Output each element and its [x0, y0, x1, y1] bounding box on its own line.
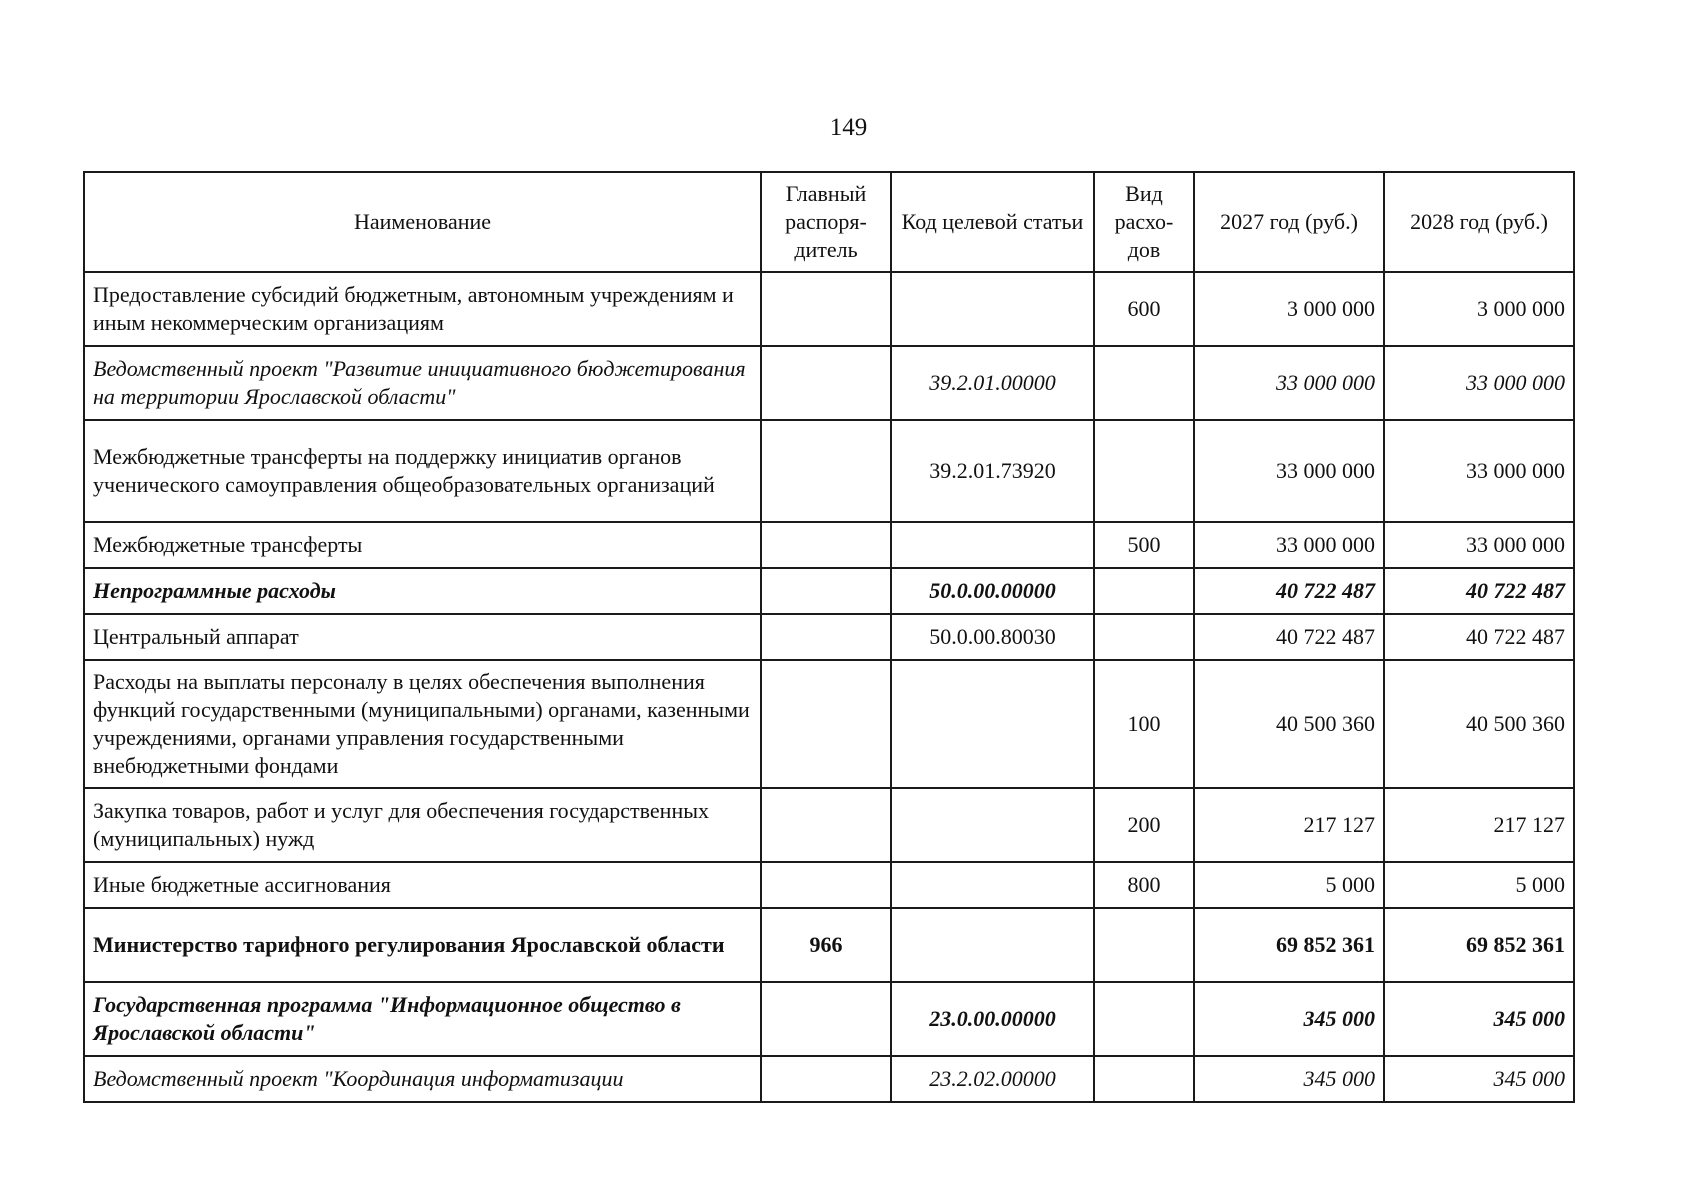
- row-expense-type: [1094, 908, 1194, 982]
- row-expense-type: 500: [1094, 522, 1194, 568]
- row-amount-2027: 33 000 000: [1194, 420, 1384, 522]
- row-amount-2028: 217 127: [1384, 788, 1574, 862]
- row-name: Предоставление субсидий бюджетным, автономным учреждениям и иным некоммерческим организациям: [84, 272, 761, 346]
- table-row: [84, 614, 1574, 660]
- row-target-code: [891, 522, 1094, 568]
- row-target-code: 50.0.00.00000: [891, 568, 1094, 614]
- row-target-code: 39.2.01.73920: [891, 420, 1094, 522]
- row-amount-2028: 69 852 361: [1384, 908, 1574, 982]
- row-target-code: [891, 908, 1094, 982]
- row-main-manager: [761, 346, 891, 420]
- page-number: 149: [829, 114, 868, 141]
- table-row: [84, 568, 1574, 614]
- row-main-manager: 966: [761, 908, 891, 982]
- row-amount-2027: 217 127: [1194, 788, 1384, 862]
- row-name: Ведомственный проект "Координация информатизации: [84, 1056, 761, 1102]
- row-name: Закупка товаров, работ и услуг для обеспечения государственных (муниципальных) нужд: [84, 788, 761, 862]
- row-target-code: 23.2.02.00000: [891, 1056, 1094, 1102]
- row-amount-2028: 5 000: [1384, 862, 1574, 908]
- row-amount-2027: 69 852 361: [1194, 908, 1384, 982]
- row-main-manager: [761, 788, 891, 862]
- header-name: Наименование: [84, 172, 761, 272]
- row-name: Государственная программа "Информационное общество в Ярославской области": [84, 982, 761, 1056]
- table-row: [84, 272, 1574, 346]
- row-amount-2028: 33 000 000: [1384, 522, 1574, 568]
- table-row: [84, 420, 1574, 522]
- row-amount-2027: 33 000 000: [1194, 522, 1384, 568]
- row-target-code: 23.0.00.00000: [891, 982, 1094, 1056]
- row-amount-2028: 40 500 360: [1384, 660, 1574, 788]
- table-row: [84, 908, 1574, 982]
- row-amount-2027: 40 722 487: [1194, 614, 1384, 660]
- row-expense-type: [1094, 568, 1194, 614]
- row-amount-2028: 3 000 000: [1384, 272, 1574, 346]
- row-amount-2028: 33 000 000: [1384, 420, 1574, 522]
- row-name: Министерство тарифного регулирования Ярославской области: [84, 908, 761, 982]
- row-expense-type: 200: [1094, 788, 1194, 862]
- header-year-2027: 2027 год (руб.): [1194, 172, 1384, 272]
- row-amount-2028: 345 000: [1384, 1056, 1574, 1102]
- table-row: [84, 660, 1574, 788]
- table-row: [84, 982, 1574, 1056]
- row-expense-type: 100: [1094, 660, 1194, 788]
- header-target-code: Код целевой статьи: [891, 172, 1094, 272]
- row-amount-2027: 33 000 000: [1194, 346, 1384, 420]
- row-amount-2027: 345 000: [1194, 1056, 1384, 1102]
- row-main-manager: [761, 272, 891, 346]
- row-target-code: [891, 862, 1094, 908]
- row-expense-type: 600: [1094, 272, 1194, 346]
- header-main-manager: Главный распоря-дитель: [761, 172, 891, 272]
- row-target-code: 50.0.00.80030: [891, 614, 1094, 660]
- row-main-manager: [761, 614, 891, 660]
- table-body: [84, 272, 1574, 1102]
- header-expense-type: Вид расхо-дов: [1094, 172, 1194, 272]
- row-amount-2027: 40 500 360: [1194, 660, 1384, 788]
- row-expense-type: [1094, 420, 1194, 522]
- row-amount-2028: 40 722 487: [1384, 568, 1574, 614]
- row-main-manager: [761, 420, 891, 522]
- row-main-manager: [761, 862, 891, 908]
- table-row: [84, 522, 1574, 568]
- row-name: Непрограммные расходы: [84, 568, 761, 614]
- row-name: Расходы на выплаты персоналу в целях обеспечения выполнения функций государственными (муниципальными) органами, казенными учреждениями, органами управления государственными внебюджетными фондами: [84, 660, 761, 788]
- row-main-manager: [761, 568, 891, 614]
- row-name: Межбюджетные трансферты: [84, 522, 761, 568]
- row-amount-2027: 345 000: [1194, 982, 1384, 1056]
- header-year-2028: 2028 год (руб.): [1384, 172, 1574, 272]
- row-name: Межбюджетные трансферты на поддержку инициатив органов ученического самоуправления общеобразовательных организаций: [84, 420, 761, 522]
- row-expense-type: [1094, 614, 1194, 660]
- row-amount-2027: 3 000 000: [1194, 272, 1384, 346]
- row-amount-2028: 33 000 000: [1384, 346, 1574, 420]
- row-target-code: [891, 272, 1094, 346]
- row-expense-type: 800: [1094, 862, 1194, 908]
- row-amount-2027: 40 722 487: [1194, 568, 1384, 614]
- row-expense-type: [1094, 982, 1194, 1056]
- table-row: [84, 346, 1574, 420]
- row-name: Ведомственный проект "Развитие инициативного бюджетирования на территории Ярославской области": [84, 346, 761, 420]
- row-amount-2027: 5 000: [1194, 862, 1384, 908]
- budget-table: [83, 171, 1575, 1103]
- row-name: Центральный аппарат: [84, 614, 761, 660]
- table-header-row: [84, 172, 1574, 272]
- row-expense-type: [1094, 1056, 1194, 1102]
- row-main-manager: [761, 660, 891, 788]
- table-row: [84, 862, 1574, 908]
- row-target-code: 39.2.01.00000: [891, 346, 1094, 420]
- row-main-manager: [761, 982, 891, 1056]
- row-amount-2028: 345 000: [1384, 982, 1574, 1056]
- table-row: [84, 788, 1574, 862]
- row-amount-2028: 40 722 487: [1384, 614, 1574, 660]
- row-expense-type: [1094, 346, 1194, 420]
- table-row: [84, 1056, 1574, 1102]
- row-main-manager: [761, 1056, 891, 1102]
- row-target-code: [891, 788, 1094, 862]
- row-name: Иные бюджетные ассигнования: [84, 862, 761, 908]
- row-main-manager: [761, 522, 891, 568]
- row-target-code: [891, 660, 1094, 788]
